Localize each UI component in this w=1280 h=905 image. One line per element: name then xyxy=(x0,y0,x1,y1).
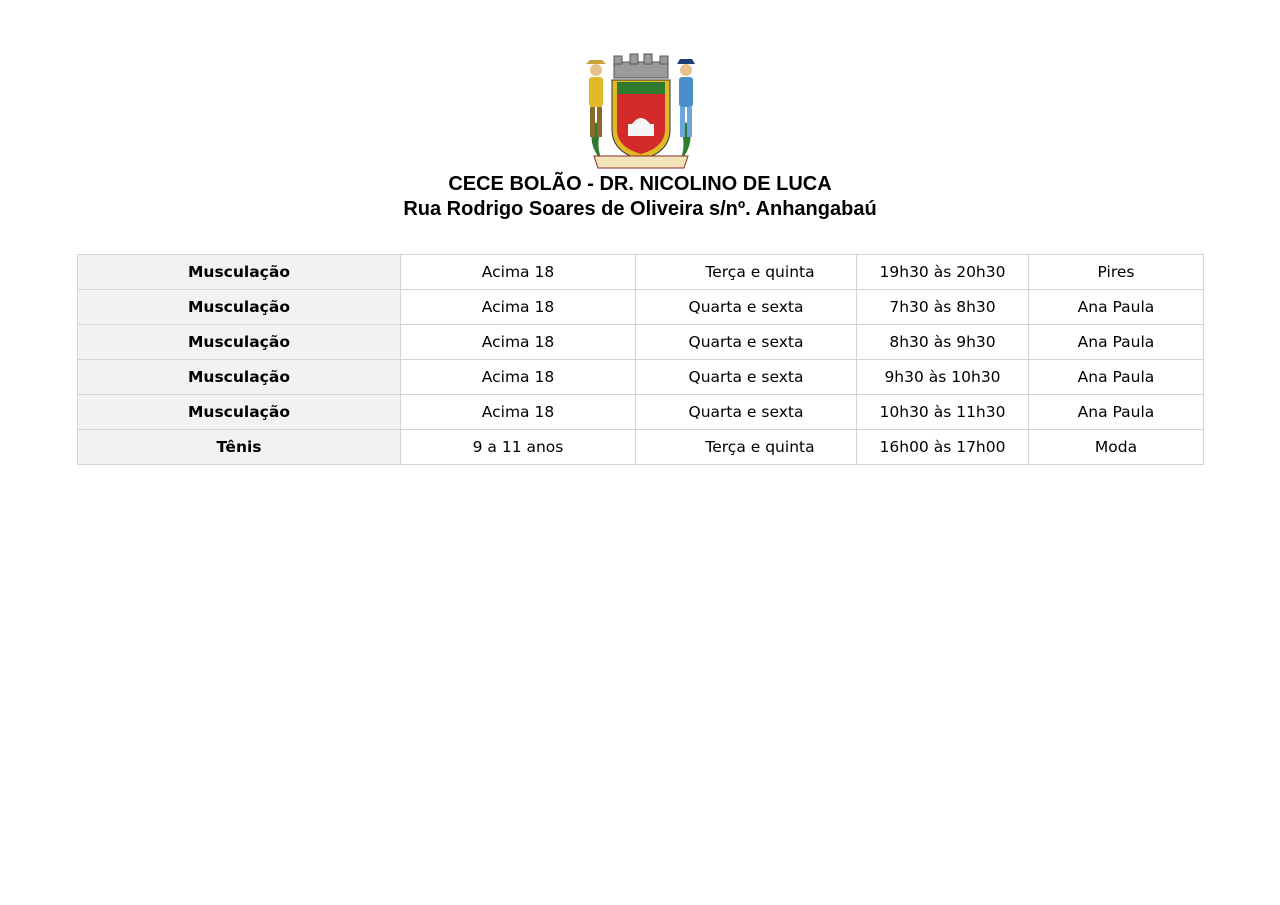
city-coat-of-arms-logo xyxy=(574,52,708,172)
activity-cell: Tênis xyxy=(78,430,401,465)
days-cell xyxy=(636,290,857,325)
age-cell: Acima 18 xyxy=(401,395,636,430)
days-text: Quarta e sexta xyxy=(688,298,804,316)
age-cell: Acima 18 xyxy=(401,325,636,360)
age-cell: Acima 18 xyxy=(401,255,636,290)
days-text: Terça e quinta xyxy=(705,438,815,456)
age-cell: Acima 18 xyxy=(401,360,636,395)
table-row xyxy=(78,430,1204,465)
activity-cell: Musculação xyxy=(78,395,401,430)
days-cell xyxy=(636,325,857,360)
days-cell xyxy=(636,255,857,290)
schedule-table xyxy=(77,254,1204,465)
instructor-cell: Ana Paula xyxy=(1029,395,1204,430)
instructor-cell: Pires xyxy=(1029,255,1204,290)
activity-cell: Musculação xyxy=(78,325,401,360)
instructor-cell: Moda xyxy=(1029,430,1204,465)
instructor-cell: Ana Paula xyxy=(1029,360,1204,395)
page-title: CECE BOLÃO - DR. NICOLINO DE LUCA xyxy=(448,173,832,195)
address-line: Rua Rodrigo Soares de Oliveira s/nº. Anhangabaú xyxy=(403,198,877,220)
days-cell xyxy=(636,430,857,465)
days-text: Quarta e sexta xyxy=(688,368,804,386)
time-cell: 16h00 às 17h00 xyxy=(857,430,1029,465)
table-row xyxy=(78,360,1204,395)
table-row xyxy=(78,325,1204,360)
days-text: Quarta e sexta xyxy=(688,333,804,351)
days-cell xyxy=(636,395,857,430)
table-row xyxy=(78,395,1204,430)
days-text: Terça e quinta xyxy=(705,263,815,281)
activity-cell: Musculação xyxy=(78,255,401,290)
table-row xyxy=(78,290,1204,325)
age-cell: Acima 18 xyxy=(401,290,636,325)
table-row xyxy=(78,255,1204,290)
time-cell: 8h30 às 9h30 xyxy=(857,325,1029,360)
activity-cell: Musculação xyxy=(78,290,401,325)
days-text: Quarta e sexta xyxy=(688,403,804,421)
age-cell: 9 a 11 anos xyxy=(401,430,636,465)
days-cell xyxy=(636,360,857,395)
time-cell: 19h30 às 20h30 xyxy=(857,255,1029,290)
time-cell: 9h30 às 10h30 xyxy=(857,360,1029,395)
instructor-cell: Ana Paula xyxy=(1029,325,1204,360)
time-cell: 10h30 às 11h30 xyxy=(857,395,1029,430)
time-cell: 7h30 às 8h30 xyxy=(857,290,1029,325)
activity-cell: Musculação xyxy=(78,360,401,395)
instructor-cell: Ana Paula xyxy=(1029,290,1204,325)
